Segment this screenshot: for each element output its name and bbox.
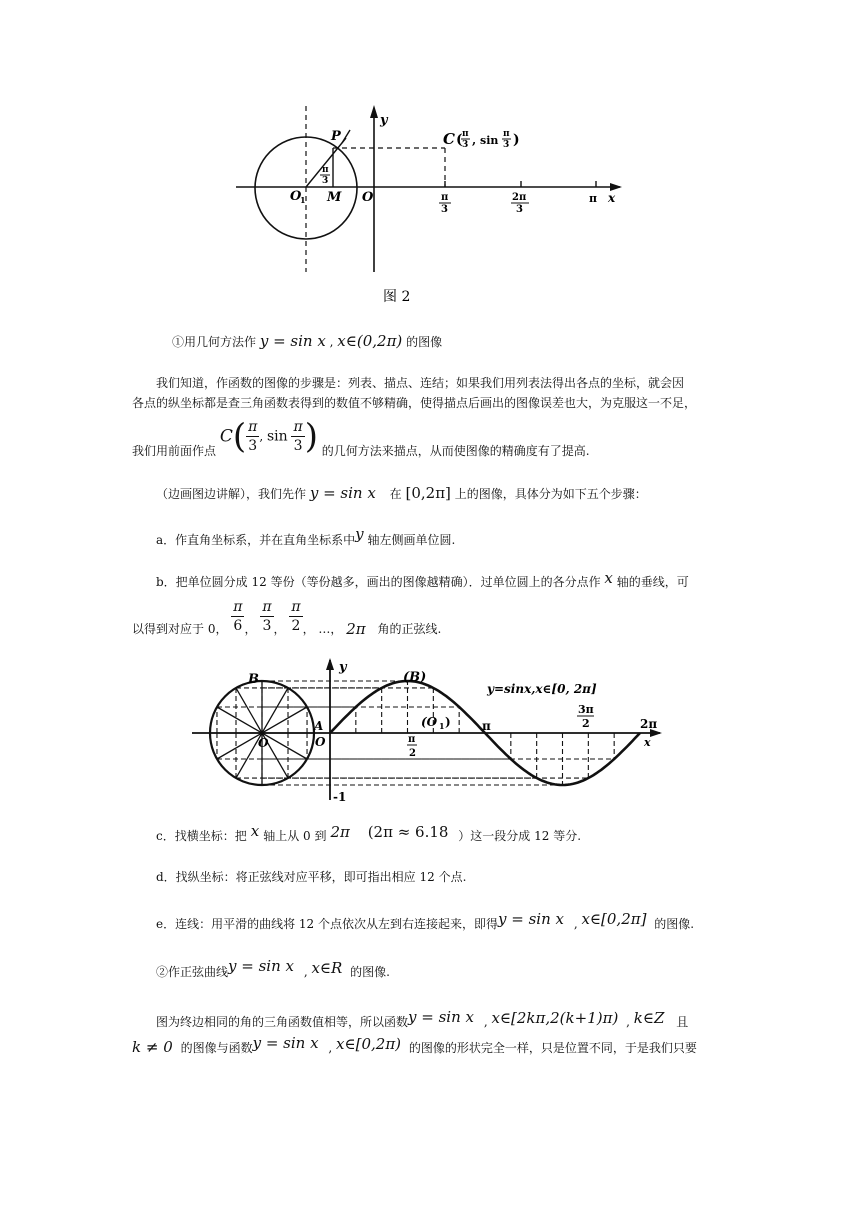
step-b-suffix: 轴的垂线，可 [616,575,689,589]
para1-line3-suffix: 的几何方法来描点，从而使图像的精确度有了提高. [321,443,590,458]
step-c-prefix: c．找横坐标：把 [156,829,247,843]
two-pi: 2π [346,619,366,638]
fig2-y-label: y [339,660,347,675]
section1-comma: , [329,335,334,349]
fig1-c-den: 3 [462,140,469,150]
step-a [156,525,456,549]
para1-line3: 我们用前面作点 C( $\frac{\pi}{3}$ , sin $\frac{\pi}{3}$ ) 的几何方法来描点，从而使图像的精确度有了提高. [132,416,590,458]
fig1-tick2-den: 3 [516,204,523,215]
section1-suffix: 的图像 [406,335,443,349]
fig2-3half-num: 3π [578,703,594,716]
fig2-center-label: O [258,736,269,750]
frac-pi3-num: π [262,599,272,615]
section2-prefix: ②作正弦曲线 [156,965,229,979]
para1-sin: sin [266,428,288,445]
y-axis-arrow-2 [326,658,334,670]
frac-pi6-den: 6 [233,618,243,634]
para3-comma2: , [626,1015,630,1029]
figure1-caption: 图 2 [383,289,411,305]
fig1-o-label: O [362,190,374,205]
step-a-var: y [355,525,364,543]
para1-den2: 3 [293,438,303,454]
step-a-prefix: a．作直角坐标系，并在直角坐标系中 [156,533,356,547]
step-c [156,822,582,845]
step-b-var: x [604,569,613,587]
fig2-b-label: B [248,672,259,687]
y-axis-arrow [370,105,378,118]
dots: …， [318,621,343,636]
frac-pi2-num: π [291,599,301,615]
step-c-mid: 轴上从 0 到 [263,829,327,843]
para1-pi-num2: π [293,419,303,435]
section2-comma: , [303,965,308,979]
step-b-line2-suffix: 角的正弦线. [377,621,442,636]
para3-suffix: 的图像的形状完全一样，只是位置不同，于是我们只要 [408,1041,697,1055]
para3-equation: y = sin x [408,1008,474,1026]
point-c: C [219,426,233,447]
para1-den: 3 [248,438,258,454]
step-d: d．找纵坐标：将正弦线对应平移，即可指出相应 12 个点. [156,870,467,884]
section2-domain: x∈R [311,959,343,977]
step-b-line2-prefix: 以得到对应于 0， [132,621,228,636]
section1-prefix: ①用几何方法作 [172,335,257,349]
x-axis-arrow [610,183,622,191]
fig2-pi-label: π [482,719,491,733]
fig2-func-label: y=sinx,x∈[0, 2π] [487,682,597,696]
para2-prefix: （边画图边讲解），我们先作 [156,487,307,501]
sep3: ， [302,621,315,636]
para1-line1: 我们知道，作函数的图像的步骤是：列表、描点、连结；如果我们用列表法得出各点的坐标，就会因 [156,376,685,390]
step-c-two-pi: 2π [330,823,350,841]
para3-equation2: y = sin x [252,1034,319,1052]
section1-domain: x∈(0,2π) [337,332,403,350]
step-e-domain: x∈[0,2π] [581,910,647,928]
step-e-suffix: 的图像. [654,917,695,931]
fig2-o1-label: (O [421,715,438,729]
para3-domain2: x∈[0,2π) [336,1035,402,1053]
fig1-angle-den: 3 [322,176,329,186]
para2-suffix: 上的图像，具体分为如下五个步骤： [454,487,647,501]
fig2-half-pi-num: π [408,734,416,745]
para3-k-ne: k ≠ 0 [132,1038,173,1056]
svg-text:(: ( [456,132,463,148]
svg-text:): ) [513,132,520,148]
step-e-prefix: e．连线：用平滑的曲线将 12 个点依次从左到右连接起来，即得 [156,917,499,931]
para3-domain: x∈[2kπ,2(k+1)π) [491,1009,619,1027]
fig1-m-label: M [327,190,342,205]
fig1-p-label: P [331,129,341,144]
fig2-x-label: x [644,736,651,749]
para1-line3-prefix: 我们用前面作点 [132,443,217,458]
p-extension [342,130,350,143]
para1-pi-num: π [248,419,258,435]
fig2-o1-close: ) [445,715,451,729]
fig2-a-label: A [314,719,324,733]
fig1-tick2-num: 2π [512,192,527,203]
fig1-o1-label: O [290,189,302,204]
para2-equation: y = sin x [309,484,376,502]
figure-sine-construction [0,656,860,816]
step-c-var: x [250,822,260,840]
frac-pi2-den: 2 [291,618,301,634]
para3-mid: 的图像与函数 [180,1041,253,1055]
fig1-c-label: C [443,130,455,148]
fig2-b-paren: (B) [403,670,427,685]
para3-and: 且 [676,1015,689,1029]
section1-equation: y = sin x [259,332,326,350]
fig2-2pi-label: 2π [640,717,658,731]
section2-suffix: 的图像. [350,965,390,979]
step-b-line2 [132,598,441,640]
para1-line2: 各点的纵坐标都是查三角函数表得到的数值不够精确，使得描点后画出的图像误差也大，为克服这一不足， [132,396,697,410]
para3-comma3: , [328,1041,333,1055]
section1-heading [172,332,442,351]
fig2-minus-one: -1 [333,790,347,804]
fig2-3half-den: 2 [582,717,590,730]
para3-comma: , [483,1015,488,1029]
para3-line1 [156,1008,689,1031]
fig1-x-label: x [608,191,616,205]
step-c-approx: (2π ≈ 6.18 [367,823,449,841]
section2-equation: y = sin x [228,957,294,975]
section2-heading [156,957,390,981]
step-b-prefix: b．把单位圆分成 12 等份（等份越多，画出的图像越精确）．过单位圆上的各分点作 [156,575,601,589]
fig1-tick3: π [589,192,598,205]
fig1-c-den2: 3 [503,140,510,150]
step-a-suffix: 轴左侧画单位圆. [367,533,456,547]
fig1-o1-sub: 1 [300,195,306,205]
fig1-tick1-num: π [441,192,449,203]
frac-pi6-num: π [233,599,243,615]
step-e-comma: , [573,917,578,931]
frac-pi3-den: 3 [262,618,272,634]
fig1-c-sin: sin [480,134,499,147]
fig1-angle-num: π [322,165,329,175]
sep2: ， [273,621,286,636]
figure-unit-circle-construction [0,0,860,310]
fig1-y-label: y [380,113,388,128]
para3-prefix: 图为终边相同的角的三角函数值相等，所以函数 [156,1015,409,1029]
step-b-line1 [156,569,689,591]
sep1: ， [244,621,257,636]
fig2-half-pi-den: 2 [409,748,416,759]
para2-interval: [0,2π] [405,484,451,502]
fig2-o-label: O [315,735,326,749]
svg-text:,: , [472,133,477,147]
fig1-c-num: π [462,129,469,139]
step-e [156,910,695,933]
step-c-suffix: ）这一段分成 12 等分. [458,829,582,843]
para2 [156,484,647,503]
para3-kz: k∈Z [633,1009,665,1027]
para3-line2 [132,1034,697,1057]
fig1-tick1-den: 3 [441,204,448,215]
fig1-c-num2: π [503,129,510,139]
step-e-equation: y = sin x [498,910,564,928]
fig2-o1-sub: 1 [439,721,445,731]
para2-in: 在 [389,487,402,501]
